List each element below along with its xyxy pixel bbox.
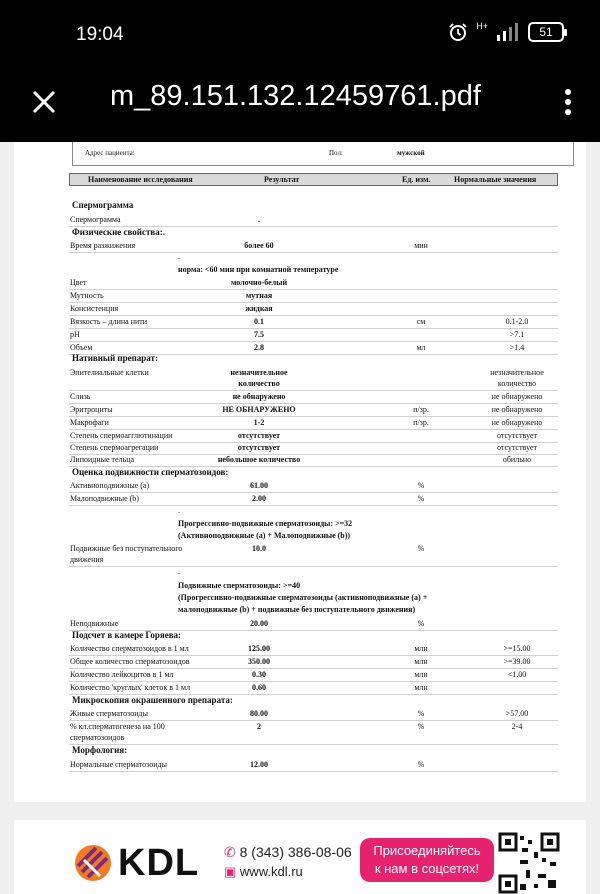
table-row xyxy=(69,656,558,669)
signal-icon xyxy=(496,23,520,41)
row-norm: >7.1 xyxy=(509,330,525,339)
norm-note: (Активноподвижные (a) + Малоподвижные (b)) xyxy=(178,531,351,540)
section-heading: Спермограмма xyxy=(72,200,134,210)
battery-indicator: 51 xyxy=(528,22,564,42)
row-name: Подвижные без поступательного xyxy=(70,544,183,553)
close-icon[interactable] xyxy=(26,84,62,120)
row-name: Спермограмма xyxy=(70,215,121,224)
promo-line: к нам в соцсетях! xyxy=(374,861,480,876)
pdf-page[interactable] xyxy=(14,142,586,802)
row-result: 2.8 xyxy=(254,343,264,352)
row-name: Общее количество сперматозоидов xyxy=(70,657,190,666)
row-norm: незначительное xyxy=(490,368,544,377)
row-name: Нормальные сперматозоиды xyxy=(70,760,167,769)
table-row xyxy=(69,554,558,567)
section-heading: Подсчет в камере Горяева: xyxy=(72,630,182,640)
norm-note: малоподвижные (b) + подвижные без поступательного движения) xyxy=(178,605,416,614)
row-result: 10.0 xyxy=(252,544,266,553)
phone-number: 8 (343) 386-08-06 xyxy=(239,844,352,860)
row-result: 2.00 xyxy=(252,494,266,503)
row-norm: 2-4 xyxy=(511,722,523,731)
section-heading: Нативный препарат: xyxy=(72,353,158,363)
col-norm-header: Нормальные значения xyxy=(454,175,537,184)
row-result: НЕ ОБНАРУЖЕНО xyxy=(222,405,296,414)
row-name: Время разжижения xyxy=(70,241,136,250)
row-unit: п/зр. xyxy=(413,418,429,427)
table-row xyxy=(69,404,558,417)
row-result: отсутствует xyxy=(237,443,281,452)
phone-icon: ✆ xyxy=(224,844,236,860)
section-heading: Оценка подвижности сперматозоидов: xyxy=(72,467,229,477)
row-unit: см xyxy=(416,317,426,326)
row-unit: % xyxy=(417,722,425,731)
row-result: более 60 xyxy=(244,241,274,250)
row-name: Количество 'круглых' клеток в 1 мл xyxy=(70,683,191,692)
row-result: 1-2 xyxy=(253,418,265,427)
row-result: . xyxy=(258,215,260,224)
app-bar xyxy=(0,70,600,142)
address-label: Адрес пациента: xyxy=(85,149,135,157)
network-type-label: H+ xyxy=(476,20,488,31)
row-unit: % xyxy=(417,494,425,503)
row-name: сперматозоидов xyxy=(70,733,125,742)
row-result: не обнаружено xyxy=(232,392,286,401)
row-result: отсутствует xyxy=(237,431,281,440)
norm-note: (Прогрессивно-подвижные сперматозоиды (активноподвижные (a) + xyxy=(178,593,428,602)
sex-label: Пол: xyxy=(329,149,343,157)
monitor-icon: ▣ xyxy=(224,864,237,879)
table-row xyxy=(69,214,558,227)
kdl-logo-icon xyxy=(72,842,114,884)
row-name: Мутность xyxy=(70,291,104,300)
row-unit: % xyxy=(417,481,425,490)
table-row xyxy=(69,391,558,404)
table-row xyxy=(69,493,558,506)
row-result: незначительное xyxy=(230,368,288,377)
table-row xyxy=(69,643,558,656)
dot-marker: . xyxy=(178,567,180,576)
row-name: Живые сперматозоиды xyxy=(70,709,148,718)
social-promo-badge xyxy=(360,838,494,882)
row-result: жидкая xyxy=(245,304,273,313)
row-result: 0.60 xyxy=(252,683,266,692)
table-row xyxy=(69,682,558,695)
norm-note: норма: <60 мин при комнатной температуре xyxy=(178,265,339,274)
row-norm: <1.00 xyxy=(507,670,527,679)
row-unit: % xyxy=(417,544,425,553)
dot-marker: . xyxy=(178,252,180,261)
row-name: Степень спермоагглютинации xyxy=(70,431,173,440)
row-result: 12.00 xyxy=(250,760,268,769)
patient-info-box xyxy=(72,142,574,166)
alarm-icon xyxy=(448,22,468,42)
row-norm: отсутствует xyxy=(496,431,538,440)
row-name: движения xyxy=(70,555,104,564)
table-row xyxy=(69,454,558,467)
row-result: 125.00 xyxy=(248,644,270,653)
table-row xyxy=(69,290,558,303)
row-result: 61.00 xyxy=(250,481,268,490)
row-unit: % xyxy=(417,709,425,718)
table-row xyxy=(69,480,558,493)
norm-note: Прогрессивно-подвижные сперматозоиды: >=32 xyxy=(178,519,353,528)
row-name: Вязкость – длина нити xyxy=(70,317,148,326)
row-unit: % xyxy=(417,760,425,769)
row-result: молочно-белый xyxy=(230,278,288,287)
table-row xyxy=(69,240,558,253)
row-name: Консистенция xyxy=(70,304,119,313)
ad-website xyxy=(224,864,303,880)
table-row xyxy=(69,417,558,430)
section-heading: Микроскопия окрашенного препарата: xyxy=(72,695,233,705)
row-result: 7.5 xyxy=(254,330,264,339)
sex-value: мужской xyxy=(397,149,425,157)
row-name: Количество лейкоцитов в 1 мл xyxy=(70,670,174,679)
row-norm: >1.4 xyxy=(509,343,525,352)
col-result-header: Результат xyxy=(264,175,300,184)
row-name: Степень спермоагрегации xyxy=(70,443,159,452)
row-norm: >57.00 xyxy=(505,709,529,718)
table-row xyxy=(69,329,558,342)
status-time: 19:04 xyxy=(76,24,124,45)
row-name: Слизь xyxy=(70,392,91,401)
section-heading: Физические свойства:. xyxy=(72,227,166,237)
row-unit: п/зр. xyxy=(413,405,429,414)
row-unit: млн xyxy=(414,657,428,666)
row-name: Объем xyxy=(70,343,93,352)
table-row xyxy=(69,669,558,682)
row-result: 2 xyxy=(257,722,261,731)
col-name-header: Наименование исследования xyxy=(88,175,193,184)
table-row xyxy=(69,316,558,329)
ad-phone xyxy=(224,844,352,861)
table-header xyxy=(69,173,558,186)
row-norm: не обнаружено xyxy=(491,392,543,401)
row-result: 0.30 xyxy=(252,670,266,679)
norm-note: Подвижные сперматозоиды: >=40 xyxy=(178,581,301,590)
row-name: Малоподвижные (b) xyxy=(70,494,139,503)
row-norm: обильно xyxy=(502,455,532,464)
row-name: % кл.сперматогенеза на 100 xyxy=(70,722,165,731)
row-unit: мин xyxy=(414,241,428,250)
row-name: Эритроциты xyxy=(70,405,113,414)
row-norm: не обнаружено xyxy=(491,405,543,414)
status-bar xyxy=(0,0,600,70)
row-name: Липоидные тельца xyxy=(70,455,135,464)
row-name: pH xyxy=(70,330,80,339)
row-norm: не обнаружено xyxy=(491,418,543,427)
row-norm: отсутствует xyxy=(496,443,538,452)
row-unit: млн xyxy=(414,683,428,692)
row-result: небольшое количество xyxy=(217,455,301,464)
table-row xyxy=(69,303,558,316)
pdf-page-ad[interactable] xyxy=(14,820,586,894)
section-heading: Морфология: xyxy=(72,745,128,755)
table-row xyxy=(69,732,558,745)
row-result: 80.00 xyxy=(250,709,268,718)
row-result: 350.00 xyxy=(248,657,270,666)
col-unit-header: Ед. изм. xyxy=(402,175,431,184)
row-name: Эпителиальные клетки xyxy=(70,368,149,377)
row-norm: количество xyxy=(497,379,537,388)
row-norm: 0.1-2.0 xyxy=(505,317,529,326)
row-name: Количество сперматозоидов в 1 мл xyxy=(70,644,189,653)
table-row xyxy=(69,759,558,772)
row-result: 20.00 xyxy=(250,619,268,628)
brand-name: KDL xyxy=(118,842,200,884)
table-row xyxy=(69,277,558,290)
row-result: 0.1 xyxy=(254,317,264,326)
row-unit: мл xyxy=(416,343,426,352)
status-icons xyxy=(448,22,564,42)
row-name: Неподвижные xyxy=(70,619,119,628)
row-name: Макрофаги xyxy=(70,418,109,427)
table-row xyxy=(69,708,558,721)
dot-marker: . xyxy=(178,506,180,515)
row-result: количество xyxy=(238,379,280,388)
row-result: мутная xyxy=(245,291,273,300)
row-name: Активноподвижные (a) xyxy=(70,481,150,490)
more-options-icon[interactable] xyxy=(556,84,580,120)
row-norm: >=15.00 xyxy=(503,644,531,653)
document-title: m_89.151.132.12459761.pdf xyxy=(110,80,481,112)
qr-code-icon xyxy=(498,832,560,894)
website-url: www.kdl.ru xyxy=(239,864,303,879)
row-norm: >=39.00 xyxy=(503,657,531,666)
table-row xyxy=(69,378,558,391)
row-unit: % xyxy=(417,619,425,628)
row-unit: млн xyxy=(414,670,428,679)
promo-line: Присоединяйтесь xyxy=(373,843,481,858)
row-name: Цвет xyxy=(70,278,87,287)
row-unit: млн xyxy=(414,644,428,653)
